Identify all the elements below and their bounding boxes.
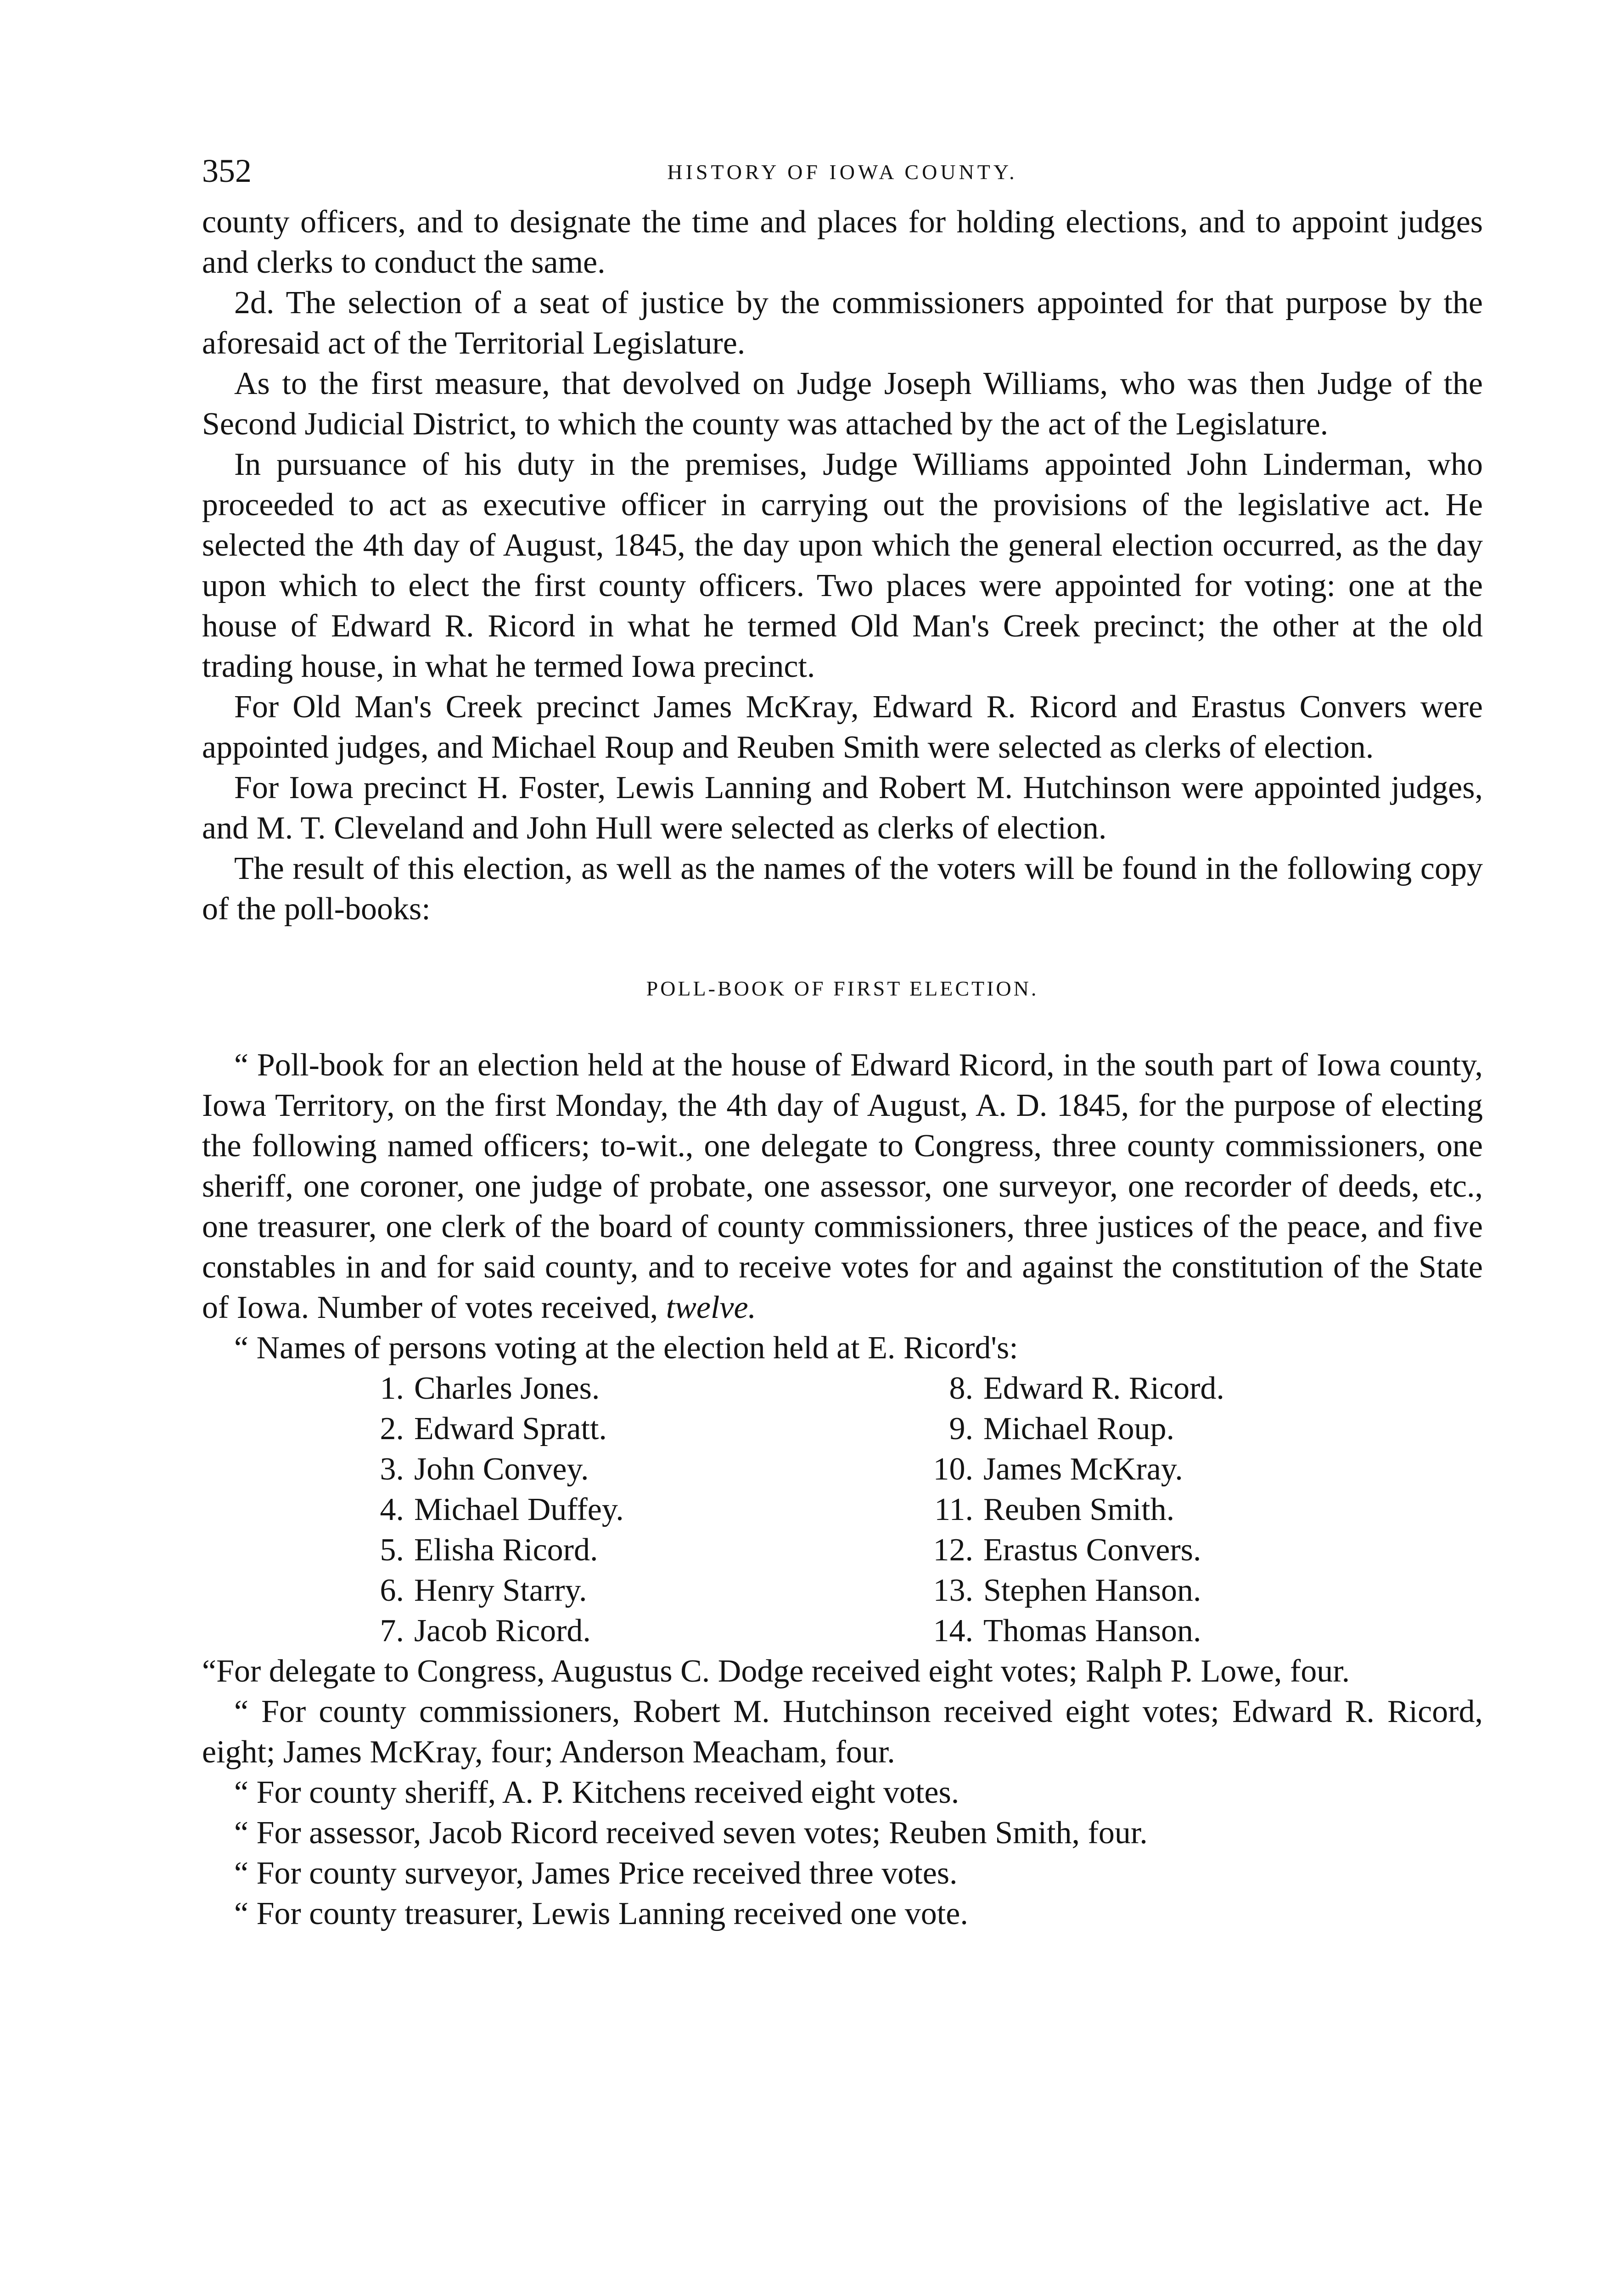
voter-name: Stephen Hanson. [983, 1573, 1201, 1608]
paragraph-linderman: In pursuance of his duty in the premises, Judge Williams appointed John Linderman, who proceeded to act as executive officer in carrying out the provisions of the legislative act. He selected the 4th day of August, 1845, the day upon which the general election occurred, as the day upon which to elect the first county officers. Two places were appointed for voting: one at the house of Edward R. Ricord in what he termed Old Man's Creek precinct; the other at the old trading house, in what he termed Iowa precinct. [202, 447, 1483, 684]
voter-number: 12. [933, 1532, 973, 1568]
running-header [202, 138, 1483, 202]
voter-name: Thomas Hanson. [983, 1613, 1201, 1649]
voter-entry [349, 1490, 918, 1530]
voter-entry [918, 1570, 1313, 1611]
section-heading: POLL-BOOK OF FIRST ELECTION. [646, 977, 1039, 1000]
result-assessor: “ For assessor, Jacob Ricord received seven votes; Reuben Smith, four. [234, 1815, 1148, 1851]
book-page [202, 138, 1483, 1934]
voter-number: 3. [380, 1452, 404, 1487]
voter-list [349, 1368, 1313, 1651]
paragraph-seat-of-justice: 2d. The selection of a seat of justice by the commissioners appointed for that purpose by the aforesaid act of the Territorial Legislature. [202, 285, 1483, 361]
voter-name: Reuben Smith. [983, 1492, 1175, 1527]
poll-book-intro [202, 1045, 1483, 1328]
voter-number: 4. [380, 1492, 404, 1527]
voter-entry [918, 1611, 1313, 1651]
result-county-treasurer: “ For county treasurer, Lewis Lanning received one vote. [234, 1896, 968, 1931]
voter-entry [349, 1409, 918, 1449]
voter-entry [918, 1449, 1313, 1490]
voter-name: John Convey. [414, 1452, 589, 1487]
voter-number: 11. [934, 1492, 973, 1527]
voter-number: 1. [380, 1371, 404, 1406]
voter-entry [349, 1611, 918, 1651]
paragraph-iowa-precinct: For Iowa precinct H. Foster, Lewis Lanning and Robert M. Hutchinson were appointed judges, and M. T. Cleveland and John Hull were selected as clerks of election. [202, 770, 1483, 846]
result-county-commissioners: “ For county commissioners, Robert M. Hutchinson received eight votes; Edward R. Ricord, eight; James McKray, four; Anderson Meacham, four. [202, 1694, 1483, 1770]
voter-name: Edward Spratt. [414, 1411, 607, 1446]
voter-entry [349, 1449, 918, 1490]
voter-name: Erastus Convers. [983, 1532, 1201, 1568]
voter-column-left [349, 1368, 918, 1651]
voter-number: 13. [933, 1573, 973, 1608]
voter-name: James McKray. [983, 1452, 1183, 1487]
voter-entry [349, 1530, 918, 1570]
voter-number: 10. [933, 1452, 973, 1487]
result-county-sheriff: “ For county sheriff, A. P. Kitchens received eight votes. [234, 1775, 960, 1810]
voter-number: 5. [380, 1532, 404, 1568]
voters-intro: “ Names of persons voting at the election held at E. Ricord's: [234, 1330, 1018, 1366]
paragraph-continuation: county officers, and to designate the time and places for holding elections, and to appoint judges and clerks to conduct the same. [202, 204, 1483, 280]
votes-received: twelve. [666, 1290, 757, 1325]
page-number: 352 [202, 152, 252, 189]
voter-name: Elisha Ricord. [414, 1532, 598, 1568]
result-county-surveyor: “ For county surveyor, James Price received three votes. [234, 1856, 958, 1891]
voter-name: Henry Starry. [414, 1573, 587, 1608]
voter-number: 14. [933, 1613, 973, 1649]
paragraph-first-measure: As to the first measure, that devolved on Judge Joseph Williams, who was then Judge of the Second Judicial District, to which the county was attached by the act of the Legislature. [202, 366, 1483, 442]
voter-entry [349, 1570, 918, 1611]
paragraph-poll-books-intro: The result of this election, as well as the names of the voters will be found in the following copy of the poll-books: [202, 851, 1483, 927]
paragraph-old-mans-creek: For Old Man's Creek precinct James McKray, Edward R. Ricord and Erastus Convers were appointed judges, and Michael Roup and Reuben Smith were selected as clerks of election. [202, 689, 1483, 765]
voter-name: Jacob Ricord. [414, 1613, 591, 1649]
voter-number: 9. [949, 1411, 973, 1446]
voter-entry [918, 1368, 1313, 1409]
voter-number: 2. [380, 1411, 404, 1446]
voter-number: 7. [380, 1613, 404, 1649]
voter-entry [349, 1368, 918, 1409]
voter-entry [918, 1409, 1313, 1449]
body-text [202, 202, 1483, 1934]
voter-entry [918, 1490, 1313, 1530]
running-title: HISTORY OF IOWA COUNTY. [667, 160, 1018, 184]
voter-number: 6. [380, 1573, 404, 1608]
voter-number: 8. [949, 1371, 973, 1406]
voter-name: Charles Jones. [414, 1371, 600, 1406]
result-delegate-to-congress: “For delegate to Congress, Augustus C. Dodge received eight votes; Ralph P. Lowe, four. [202, 1654, 1350, 1689]
poll-book-intro-text: “ Poll-book for an election held at the house of Edward Ricord, in the south part of Iowa county, Iowa Territory, on the first Monday, the 4th day of August, A. D. 1845, for the purpose of electing the following named officers; to-wit., one delegate to Congress, three county commissioners, one sheriff, one coroner, one judge of probate, one assessor, one surveyor, one recorder of deeds, etc., one treasurer, one clerk of the board of county commissioners, three justices of the peace, and five constables in and for said county, and to receive votes for and against the constitution of the State of Iowa. Number of votes received, [202, 1047, 1483, 1325]
voter-name: Michael Roup. [983, 1411, 1175, 1446]
voter-name: Edward R. Ricord. [983, 1371, 1224, 1406]
voter-column-right [918, 1368, 1313, 1651]
voter-entry [918, 1530, 1313, 1570]
voter-name: Michael Duffey. [414, 1492, 624, 1527]
